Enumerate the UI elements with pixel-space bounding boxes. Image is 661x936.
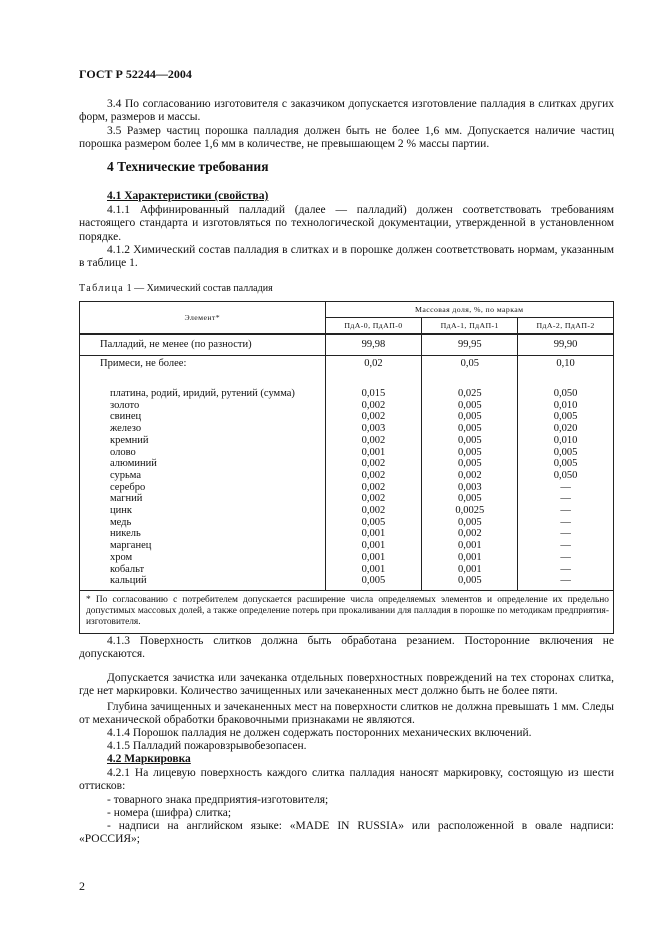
table-cell-element: свинец bbox=[80, 411, 326, 423]
table-cell-value: 0,025 bbox=[422, 384, 518, 400]
table-cell-element: марганец bbox=[80, 540, 326, 552]
table-cell-value: 0,020 bbox=[518, 423, 614, 435]
subheading-4-1-text: 4.1 Характеристики (свойства) bbox=[107, 190, 269, 202]
table-cell-value: 0,002 bbox=[325, 505, 422, 517]
table-cell-element: железо bbox=[80, 423, 326, 435]
table-cell-value: 0,002 bbox=[325, 470, 422, 482]
table-cell-element: Палладий, не менее (по разности) bbox=[80, 334, 326, 356]
table-cell-element: серебро bbox=[80, 482, 326, 494]
chemical-composition-table bbox=[79, 301, 614, 634]
table-cell-value: 0,002 bbox=[325, 400, 422, 412]
table-cell-value: 0,003 bbox=[422, 482, 518, 494]
table-row bbox=[80, 505, 614, 517]
table-cell-element: магний bbox=[80, 493, 326, 505]
table-cell-element: Примеси, не более: bbox=[80, 356, 326, 385]
table-cell-value: 99,98 bbox=[325, 334, 422, 356]
table-cell-value: 0,05 bbox=[422, 356, 518, 385]
table-cell-value: — bbox=[518, 482, 614, 494]
table-row bbox=[80, 447, 614, 459]
table-cell-element: сурьма bbox=[80, 470, 326, 482]
table-row bbox=[80, 575, 614, 590]
table-cell-value: — bbox=[518, 540, 614, 552]
table-row bbox=[80, 423, 614, 435]
paragraph-3-5: 3.5 Размер частиц порошка палладия должен быть не более 1,6 мм. Допускается наличие частиц порошка размером более 1,6 мм в количестве, не превышающем 2 % массы партии. bbox=[79, 125, 614, 151]
table-cell-value: 0,002 bbox=[422, 470, 518, 482]
table-row bbox=[80, 493, 614, 505]
table-cell-value: 0,015 bbox=[325, 384, 422, 400]
table-footnote: * По согласованию с потребителем допускается расширение числа определяемых элементов и определение их предельно допустимых массовых долей, а также определение потерь при прокаливании для палладия в порошке по методикам предприятия-изготовителя. bbox=[80, 590, 614, 633]
table-row bbox=[80, 470, 614, 482]
table-cell-value: — bbox=[518, 528, 614, 540]
table-cell-value: 0,005 bbox=[422, 575, 518, 590]
table-cell-value: 0,001 bbox=[325, 564, 422, 576]
table-cell-value: 0,010 bbox=[518, 435, 614, 447]
table-cell-value: 0,005 bbox=[325, 517, 422, 529]
table-cell-value: 0,005 bbox=[325, 575, 422, 590]
table-cell-value: 0,050 bbox=[518, 470, 614, 482]
table-cell-value: — bbox=[518, 575, 614, 590]
table-cell-value: 0,002 bbox=[325, 458, 422, 470]
column-header-element: Элемент* bbox=[80, 302, 326, 335]
table-row bbox=[80, 540, 614, 552]
table-cell-value: 0,002 bbox=[325, 482, 422, 494]
table-caption bbox=[79, 282, 273, 295]
table-cell-value: 0,005 bbox=[422, 493, 518, 505]
table-row bbox=[80, 435, 614, 447]
document-code: ГОСТ Р 52244—2004 bbox=[79, 67, 192, 81]
table-cell-value: — bbox=[518, 505, 614, 517]
subheading-4-2-text: 4.2 Маркировка bbox=[107, 753, 191, 765]
subheading-4-2 bbox=[107, 753, 191, 766]
table-cell-value: 0,001 bbox=[422, 540, 518, 552]
paragraph-4-1-3: 4.1.3 Поверхность слитков должна быть обработана резанием. Посторонние включения не допускаются. bbox=[79, 635, 614, 661]
paragraph-4-1-4: 4.1.4 Порошок палладия не должен содержать посторонних механических включений. bbox=[107, 727, 532, 739]
list-item-inscription: - надписи на английском языке: «MADE IN RUSSIA» или расположенной в овале надписи: «РОССИЯ»; bbox=[79, 820, 614, 846]
table-cell-value: 0,005 bbox=[518, 447, 614, 459]
column-header-grade-1: ПдА-1, ПдАП-1 bbox=[422, 318, 518, 335]
table-cell-value: 0,005 bbox=[518, 458, 614, 470]
subheading-4-1 bbox=[107, 190, 268, 203]
table-cell-value: 0,005 bbox=[422, 447, 518, 459]
table-cell-value: 0,010 bbox=[518, 400, 614, 412]
table-cell-value: 0,002 bbox=[422, 528, 518, 540]
column-header-mass-fraction: Массовая доля, %, по маркам bbox=[325, 302, 613, 318]
table-cell-value: 99,95 bbox=[422, 334, 518, 356]
paragraph-cleaning: Допускается зачистка или зачеканка отдельных поверхностных повреждений на тех сторонах слитка, где нет маркировки. Количество зачищенных или зачеканенных мест должно быть не более пяти. bbox=[79, 672, 614, 698]
section-title: 4 Технические требования bbox=[107, 159, 269, 174]
table-row bbox=[80, 517, 614, 529]
table-cell-value: 0,10 bbox=[518, 356, 614, 385]
table-row bbox=[80, 528, 614, 540]
list-item-ingot-number: - номера (шифра) слитка; bbox=[107, 807, 232, 819]
paragraph-4-1-5: 4.1.5 Палладий пожаровзрывобезопасен. bbox=[107, 740, 307, 752]
table-cell-value: 0,001 bbox=[325, 528, 422, 540]
table-row bbox=[80, 482, 614, 494]
table-cell-value: 0,005 bbox=[422, 517, 518, 529]
table-cell-value: 0,005 bbox=[422, 423, 518, 435]
table-cell-value: — bbox=[518, 552, 614, 564]
table-cell-element: хром bbox=[80, 552, 326, 564]
page-number: 2 bbox=[79, 879, 85, 893]
table-cell-value: — bbox=[518, 564, 614, 576]
table-cell-element: кальций bbox=[80, 575, 326, 590]
table-cell-element: кремний bbox=[80, 435, 326, 447]
paragraph-depth: Глубина зачищенных и зачеканенных мест на поверхности слитков не должна превышать 1 мм. Следы от механической обработки браковочными признаками не являются. bbox=[79, 701, 614, 727]
table-cell-value: 0,002 bbox=[325, 493, 422, 505]
table-row bbox=[80, 384, 614, 400]
list-item-trademark: - товарного знака предприятия-изготовителя; bbox=[107, 794, 329, 806]
table-cell-value: 0,005 bbox=[422, 458, 518, 470]
table-cell-value: 0,005 bbox=[518, 411, 614, 423]
table-cell-value: 0,0025 bbox=[422, 505, 518, 517]
table-cell-element: никель bbox=[80, 528, 326, 540]
table-cell-value: 0,001 bbox=[422, 564, 518, 576]
table-cell-value: 0,001 bbox=[325, 540, 422, 552]
table-cell-value: 0,005 bbox=[422, 435, 518, 447]
table-row-impurities bbox=[80, 356, 614, 385]
column-header-grade-0: ПдА-0, ПдАП-0 bbox=[325, 318, 422, 335]
table-cell-value: 0,02 bbox=[325, 356, 422, 385]
paragraph-4-1-1: 4.1.1 Аффинированный палладий (далее — палладий) должен соответствовать требованиям настоящего стандарта и изготовляться по технологической документации, утвержденной в установленном порядке. bbox=[79, 204, 614, 243]
table-cell-value: 0,050 bbox=[518, 384, 614, 400]
paragraph-4-2-1: 4.2.1 На лицевую поверхность каждого слитка палладия наносят маркировку, состоящую из шести оттисков: bbox=[79, 767, 614, 793]
table-cell-element: алюминий bbox=[80, 458, 326, 470]
table-row-palladium bbox=[80, 334, 614, 356]
table-cell-value: 0,002 bbox=[325, 411, 422, 423]
table-cell-element: цинк bbox=[80, 505, 326, 517]
table-row bbox=[80, 400, 614, 412]
table-cell-element: кобальт bbox=[80, 564, 326, 576]
table-row bbox=[80, 552, 614, 564]
table-cell-value: — bbox=[518, 493, 614, 505]
table-cell-element: платина, родий, иридий, рутений (сумма) bbox=[80, 384, 326, 400]
column-header-grade-2: ПдА-2, ПдАП-2 bbox=[518, 318, 614, 335]
table-cell-value: 0,001 bbox=[325, 447, 422, 459]
table-cell-value: 0,001 bbox=[325, 552, 422, 564]
table-cell-value: 0,002 bbox=[325, 435, 422, 447]
table-cell-element: олово bbox=[80, 447, 326, 459]
table-cell-element: медь bbox=[80, 517, 326, 529]
table-row bbox=[80, 411, 614, 423]
paragraph-4-1-2: 4.1.2 Химический состав палладия в слитках и в порошке должен соответствовать нормам, указанным в таблице 1. bbox=[79, 244, 614, 270]
paragraph-3-4: 3.4 По согласованию изготовителя с заказчиком допускается изготовление палладия в слитках других форм, размеров и массы. bbox=[79, 98, 614, 124]
table-cell-value: 0,005 bbox=[422, 400, 518, 412]
table-cell-value: — bbox=[518, 517, 614, 529]
table-cell-value: 99,90 bbox=[518, 334, 614, 356]
table-cell-element: золото bbox=[80, 400, 326, 412]
table-caption-title: 1 — Химический состав палладия bbox=[124, 283, 273, 294]
table-cell-value: 0,005 bbox=[422, 411, 518, 423]
table-row bbox=[80, 458, 614, 470]
table-cell-value: 0,001 bbox=[422, 552, 518, 564]
table-cell-value: 0,003 bbox=[325, 423, 422, 435]
table-caption-label: Таблица bbox=[79, 283, 125, 294]
table-row bbox=[80, 564, 614, 576]
